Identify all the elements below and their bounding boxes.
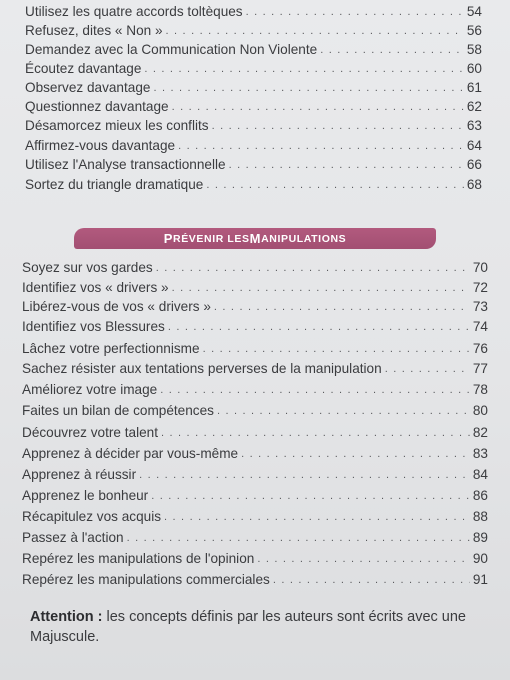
toc-entry	[22, 318, 488, 337]
toc-entry-title: Améliorez votre image	[22, 382, 158, 397]
leader-dots	[217, 403, 470, 420]
toc-entry-title: Questionnez davantage	[25, 99, 169, 114]
leader-dots	[385, 361, 470, 378]
toc-entry-title: Utilisez l'Analyse transactionnelle	[25, 157, 226, 172]
toc-entry-title: Utilisez les quatre accords toltèques	[25, 4, 243, 19]
toc-entry-page: 84	[472, 467, 488, 482]
toc-entry	[25, 22, 482, 41]
leader-dots	[241, 446, 470, 463]
leader-dots	[172, 280, 470, 297]
leader-dots	[151, 488, 470, 505]
toc-entry	[25, 79, 482, 98]
toc-entry-page: 56	[466, 23, 482, 38]
toc-entry-page: 88	[472, 509, 488, 524]
toc-entry	[22, 466, 488, 485]
toc-entry-page: 61	[466, 80, 482, 95]
leader-dots	[144, 61, 463, 78]
leader-dots	[273, 572, 470, 589]
toc-entry-page: 68	[466, 177, 482, 192]
toc-entry-page: 63	[466, 118, 482, 133]
toc-entry-title: Passez à l'action	[22, 530, 124, 545]
leader-dots	[246, 4, 464, 21]
toc-entry	[22, 550, 488, 569]
toc-entry-title: Désamorcez mieux les conflits	[25, 118, 209, 133]
leader-dots	[168, 319, 470, 336]
toc-entry-title: Découvrez votre talent	[22, 425, 159, 440]
attention-text: les concepts définis par les auteurs sont écrits avec une Majuscule.	[30, 609, 466, 645]
toc-entry-title: Apprenez à réussir	[22, 467, 137, 482]
toc-entry-title: Faites un bilan de compétences	[22, 403, 214, 418]
leader-dots	[160, 382, 470, 399]
toc-entry-page: 78	[472, 382, 488, 397]
leader-dots	[229, 157, 464, 174]
leader-dots	[178, 138, 464, 155]
toc-entry-page: 80	[472, 403, 488, 418]
toc-entry-title: Identifiez vos Blessures	[22, 319, 165, 334]
leader-dots	[203, 341, 470, 358]
toc-entry-page: 73	[472, 299, 488, 314]
toc-entry	[22, 402, 488, 421]
toc-entry-title: Demandez avec la Communication Non Violente	[25, 42, 318, 57]
section-heading-initial-p: P	[163, 231, 174, 246]
leader-dots	[164, 509, 470, 526]
leader-dots	[257, 551, 470, 568]
leader-dots	[214, 299, 470, 316]
section-heading-part-2: ANIPULATIONS	[261, 232, 347, 245]
toc-entry	[25, 176, 482, 195]
toc-entry	[22, 298, 488, 317]
leader-dots	[166, 23, 464, 40]
leader-dots	[127, 530, 470, 547]
toc-entry	[22, 340, 488, 359]
toc-entry-page: 74	[472, 319, 488, 334]
toc-entry-title: Récapitulez vos acquis	[22, 509, 162, 524]
toc-entry-page: 72	[472, 280, 488, 295]
leader-dots	[320, 42, 464, 59]
toc-entry	[22, 381, 488, 400]
section-heading-part-1: RÉVENIR LES	[173, 232, 250, 245]
toc-entry	[22, 508, 488, 527]
toc-entry-title: Libérez-vous de vos « drivers »	[22, 299, 211, 314]
toc-entry-page: 77	[472, 361, 488, 376]
toc-entry-title: Écoutez davantage	[25, 61, 142, 76]
toc-entry-page: 83	[472, 446, 488, 461]
toc-entry	[25, 156, 482, 175]
toc-entry-title: Observez davantage	[25, 80, 151, 95]
toc-entry	[22, 487, 488, 506]
toc-entry-title: Sortez du triangle dramatique	[25, 177, 204, 192]
toc-entry	[25, 117, 482, 136]
toc-entry-page: 60	[466, 61, 482, 76]
toc-entry-title: Identifiez vos « drivers »	[22, 280, 169, 295]
toc-entry	[22, 279, 488, 298]
toc-entry-page: 58	[466, 42, 482, 57]
toc-entry	[22, 424, 488, 443]
toc-entry-title: Lâchez votre perfectionnisme	[22, 341, 200, 356]
toc-entry	[25, 137, 482, 156]
toc-entry-title: Sachez résister aux tentations perverses de la manipulation	[22, 361, 382, 376]
toc-entry-page: 64	[466, 138, 482, 153]
toc-entry	[25, 98, 482, 117]
toc-entry-title: Refusez, dites « Non »	[25, 23, 163, 38]
toc-entry-page: 66	[466, 157, 482, 172]
attention-label: Attention :	[30, 609, 103, 625]
toc-entry-title: Apprenez à décider par vous-même	[22, 446, 239, 461]
leader-dots	[139, 467, 470, 484]
toc-entry-page: 86	[472, 488, 488, 503]
toc-entry-page: 54	[466, 4, 482, 19]
toc-entry	[25, 3, 482, 22]
toc-entry-page: 76	[472, 341, 488, 356]
leader-dots	[153, 80, 463, 97]
toc-entry-page: 70	[472, 260, 488, 275]
toc-entry	[22, 259, 488, 278]
toc-entry-title: Repérez les manipulations commerciales	[22, 572, 270, 587]
toc-entry	[22, 529, 488, 548]
leader-dots	[156, 260, 470, 277]
leader-dots	[212, 118, 464, 135]
toc-entry-title: Apprenez le bonheur	[22, 488, 149, 503]
toc-entry	[25, 60, 482, 79]
toc-entry-page: 91	[472, 572, 488, 587]
section-heading-initial-m: M	[249, 231, 262, 246]
toc-entry-page: 90	[472, 551, 488, 566]
toc-entry-title: Affirmez-vous davantage	[25, 138, 176, 153]
toc-entry	[25, 41, 482, 60]
toc-entry-title: Soyez sur vos gardes	[22, 260, 153, 275]
leader-dots	[172, 99, 464, 116]
leader-dots	[206, 177, 464, 194]
section-heading-banner	[74, 228, 436, 249]
toc-entry-title: Repérez les manipulations de l'opinion	[22, 551, 255, 566]
toc-entry	[22, 360, 488, 379]
toc-entry-page: 62	[466, 99, 482, 114]
toc-entry-page: 89	[472, 530, 488, 545]
toc-entry-page: 82	[472, 425, 488, 440]
leader-dots	[161, 425, 470, 442]
attention-note	[30, 607, 500, 647]
toc-entry	[22, 445, 488, 464]
toc-entry	[22, 571, 488, 590]
